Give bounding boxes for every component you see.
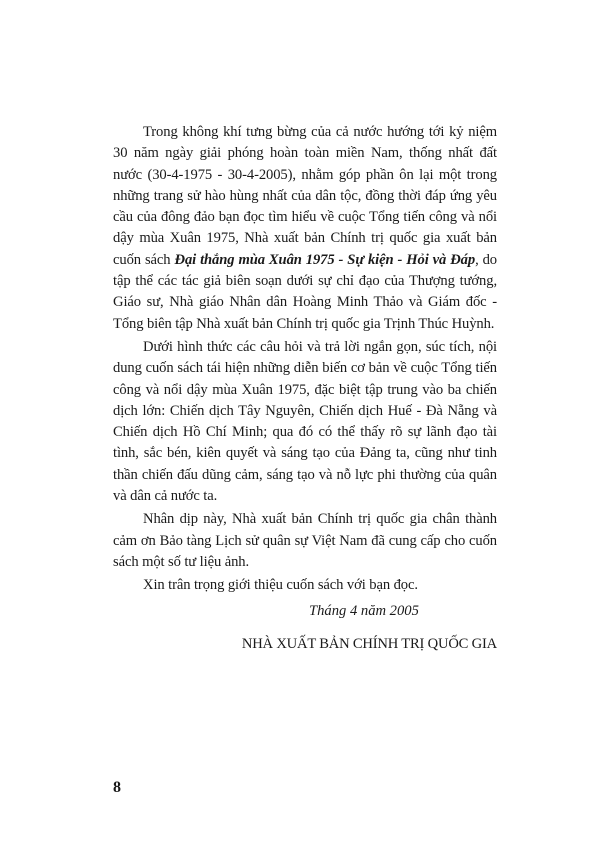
publisher-signature: NHÀ XUẤT BẢN CHÍNH TRỊ QUỐC GIA: [241, 635, 497, 652]
summary-paragraph: Dưới hình thức các câu hỏi và trả lời ngắn gọn, súc tích, nội dung cuốn sách tái hiện những diễn biến cơ bản về cuộc Tổng tiến công và nổi dậy mùa Xuân 1975, đặc biệt tập trung vào ba chiến dịch lớn: Chiến dịch Tây Nguyên, Chiến dịch Huế - Đà Nẵng và Chiến dịch Hồ Chí Minh; qua đó có thể thấy rõ sự lãnh đạo tài tình, sắc bén, kiên quyết và sáng tạo của Đảng ta, cũng như tinh thần chiến đấu dũng cảm, sáng tạo và nỗ lực phi thường của quân và dân cả nước ta.: [113, 338, 497, 505]
intro-paragraph: [113, 122, 497, 335]
page-number: 8: [113, 779, 121, 796]
book-title: Đại thắng mùa Xuân 1975 - Sự kiện - Hỏi và Đáp: [174, 251, 476, 268]
page-content: [113, 122, 497, 655]
thanks-paragraph: Nhân dịp này, Nhà xuất bản Chính trị quốc gia chân thành cảm ơn Bảo tàng Lịch sử quân sự Việt Nam đã cung cấp cho cuốn sách một số tư liệu ảnh.: [113, 511, 497, 570]
intro-text-part1: Trong không khí tưng bừng của cả nước hướng tới kỷ niệm 30 năm ngày giải phóng hoàn toàn miền Nam, thống nhất đất nước (30-4-1975 - 30-4-2005), nhằm góp phần ôn lại một trong những trang sử hào hùng nhất của dân tộc, đồng thời đáp ứng yêu cầu của đông đảo bạn đọc tìm hiểu về cuộc Tổng tiến công và nổi dậy mùa Xuân 1975, Nhà xuất bản Chính trị quốc gia xuất bản cuốn sách: [113, 124, 497, 268]
signoff-date: Tháng 4 năm 2005: [309, 602, 419, 619]
closing-paragraph: Xin trân trọng giới thiệu cuốn sách với bạn đọc.: [143, 577, 418, 594]
intro-text-part2: , do tập thể các tác giả biên soạn dưới sự chỉ đạo của Thượng tướng, Giáo sư, Nhà giáo Nhân dân Hoàng Minh Thảo và Giám đốc - Tổng biên tập Nhà xuất bản Chính trị quốc gia Trịnh Thúc Huỳnh.: [113, 251, 497, 332]
